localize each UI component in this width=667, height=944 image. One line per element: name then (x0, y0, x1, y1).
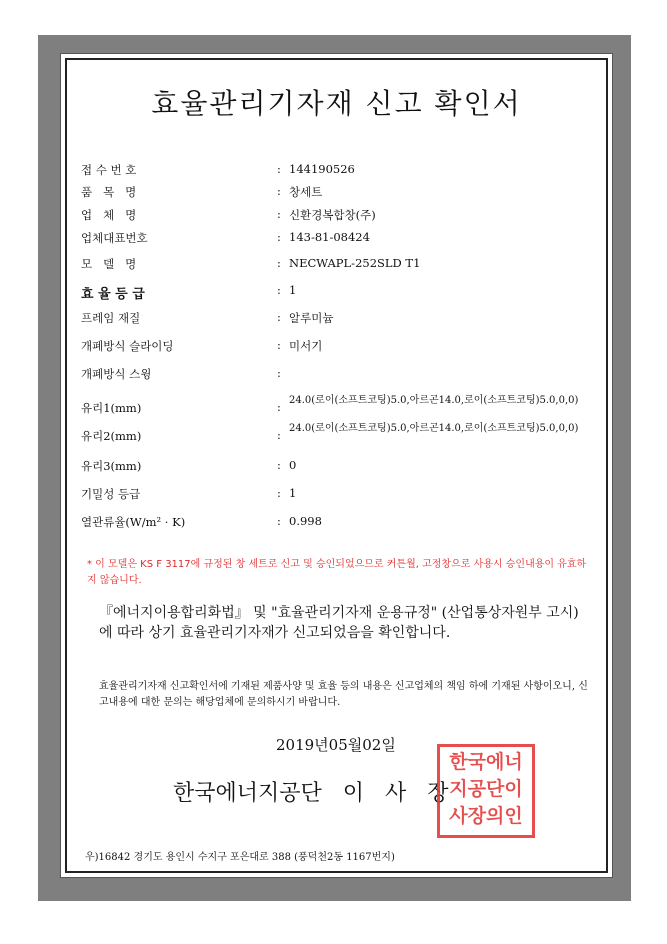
field-label: 품 목 명 (81, 185, 137, 199)
field-value: 1 (289, 283, 297, 297)
field-label: 개폐방식 슬라이딩 (81, 339, 174, 353)
disclaimer-text: 효율관리기자재 신고확인서에 기재된 제품사양 및 효율 등의 내용은 신고업체의 책임 하에 기재된 사항이오니, 신고내용에 대한 문의는 해당업체에 문의하시기 바랍니다. (99, 681, 588, 708)
certificate-page: 효율관리기자재 신고 확인서 접 수 번 호 : 144190526 품 목 명 : 창세트 업 체 명 : 신환경복합창(주) 업체대표번호 : 143-81-08424 모 델 명 : NECWAPL-252SLD T1 효 율 등 급 : 1 프레임 재질 : 알루미늄 개폐방식 슬라이딩 : 미서기 개폐방식 스윙 : 유리1(mm) : 24.0(로이(소프트코팅)5.0,아르곤14.0,로이(소프트코팅)5.0,0,0) 유리2(mm) : 24.0(로이(소프트코팅)5.0,아르곤14.0,로이(소프트코팅)5.0,0,0) 유리3(mm) : 0 기밀성 등급 : 1 열관류율(W/m² · K) : 0.998 * 이 모델은 KS F 3117에 규정된 창 세트로 신고 및 승인되었으므로 커튼월, 고정창으로 사용시 승인내용이 유효하지 않습니다. 『에너지이용합리화법』 및 "효율관리기자재 운용규정" (산업통상자원부 고시)에 따라 상기 효율관리기자재가 신고되었음을 확인합니다. 효율관리기자재 신고확인서에 기재된 제품사양 및 효율 등의 내용은 신고업체의 책임 하에 기재된 사항이오니, 신고내용에 대한 문의는 해당업체에 문의하시기 바랍니다. 2019년05월02일 한국에너지공단 이 사 장 한국에너 지공단이 사장의인 우)16842 경기도 용인시 수지구 포은대로 388 (풍덕천2동 1167번지) (60, 53, 613, 878)
field-label: 유리1(mm) (81, 401, 142, 415)
usage-notice: * 이 모델은 KS F 3117에 규정된 창 세트로 신고 및 승인되었으므로 커튼월, 고정창으로 사용시 승인내용이 유효하지 않습니다. (87, 559, 587, 586)
field-value: 24.0(로이(소프트코팅)5.0,아르곤14.0,로이(소프트코팅)5.0,0,0) (289, 395, 579, 406)
field-label: 기밀성 등급 (81, 487, 141, 501)
field-value: 144190526 (289, 162, 355, 176)
field-label: 프레임 재질 (81, 311, 141, 325)
field-label: 유리2(mm) (81, 429, 142, 443)
field-value: 24.0(로이(소프트코팅)5.0,아르곤14.0,로이(소프트코팅)5.0,0,0) (289, 423, 579, 434)
field-label: 업 체 명 (81, 208, 137, 222)
field-value: 창세트 (289, 185, 323, 199)
field-label: 개폐방식 스윙 (81, 367, 152, 381)
field-label: 업체대표번호 (81, 231, 148, 245)
issue-date: 2019년05월02일 (276, 736, 396, 754)
field-value: 0.998 (289, 514, 322, 528)
field-value: 미서기 (289, 339, 323, 353)
field-value: 알루미늄 (289, 311, 334, 325)
field-value: 신환경복합창(주) (289, 208, 376, 222)
field-label: 접 수 번 호 (81, 163, 137, 177)
field-value: 1 (289, 486, 297, 500)
address-footer: 우)16842 경기도 용인시 수지구 포은대로 388 (풍덕천2동 1167번지) (85, 852, 395, 863)
field-value: 143-81-08424 (289, 230, 370, 244)
field-label: 효 율 등 급 (81, 287, 145, 302)
document-title: 효율관리기자재 신고 확인서 (151, 87, 522, 120)
field-label: 열관류율(W/m² · K) (81, 515, 186, 529)
field-value: 0 (289, 458, 297, 472)
confirmation-statement: 『에너지이용합리화법』 및 "효율관리기자재 운용규정" (산업통상자원부 고시)에 따라 상기 효율관리기자재가 신고되었음을 확인합니다. (99, 605, 579, 641)
field-label: 유리3(mm) (81, 459, 142, 473)
official-seal: 한국에너 지공단이 사장의인 (437, 744, 535, 838)
issuer-name: 한국에너지공단 이 사 장 (173, 781, 449, 806)
field-value: NECWAPL-252SLD T1 (289, 256, 421, 270)
field-label: 모 델 명 (81, 257, 137, 271)
